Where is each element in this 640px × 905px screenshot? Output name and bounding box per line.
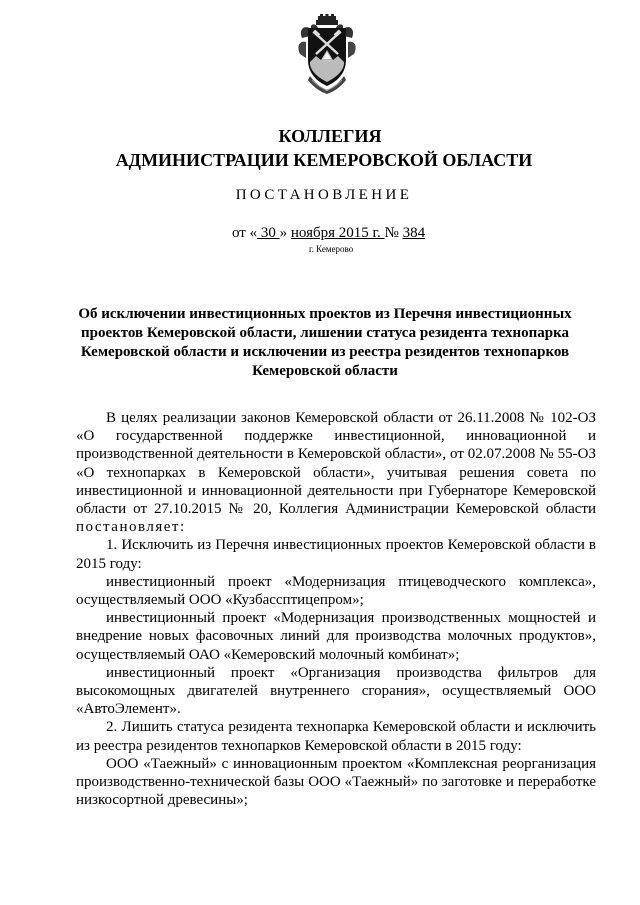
intro-text: В целях реализации законов Кемеровской области от 26.11.2008 № 102-ОЗ «О государственной поддержке инвестиционной, инновационной и производственной деятельности в Кемеровской области», от 02.07.2008 № 55-ОЗ «О технопарках в Кемеровской области», учитывая решения совета по инвестиционной и инновационной деятельности при Губернаторе Кемеровской области от 27.10.2015 № 20, Коллегия Администрации Кемеровской области [76, 410, 596, 518]
city-name: г. Кемерово [309, 244, 354, 254]
org-name-line2: АДМИНИСТРАЦИИ КЕМЕРОВСКОЙ ОБЛАСТИ [115, 150, 533, 170]
date-day: 30 [257, 225, 280, 241]
date-mid: » [279, 225, 291, 241]
document-body [76, 409, 596, 809]
item-2: 2. Лишить статуса резидента технопарка Кемеровской области и исключить из реестра резидентов технопарков Кемеровской области в 2015 году: [76, 719, 596, 754]
date-prefix: от « [232, 225, 258, 241]
document-title: Об исключении инвестиционных проектов из Перечня инвестиционных проектов Кемеровской области, лишении статуса резидента технопарка Кемеровской области и исключении из реестра резидентов технопарков Кемеровской области [78, 306, 572, 379]
date-month-year: ноября 2015 г. [290, 225, 385, 241]
item-1-project-a: инвестиционный проект «Модернизация птицеводческого комплекса», осуществляемый ООО «Кузбасcптицепром»; [76, 573, 596, 609]
intro-paragraph [76, 409, 596, 536]
item-1: 1. Исключить из Перечня инвестиционных проектов Кемеровской области в 2015 году: [76, 537, 596, 572]
decree-date-number [232, 225, 425, 242]
kemerovo-coat-of-arms-icon [296, 14, 358, 94]
org-name-line1: КОЛЛЕГИЯ [278, 126, 382, 146]
item-1-project-b: инвестиционный проект «Модернизация производственных мощностей и внедрение новых фасовочных линий для производства молочных продуктов», осуществляемый ОАО «Кемеровский молочный комбинат»; [76, 610, 596, 663]
intro-resolve-word: постановляет: [76, 519, 186, 536]
number-prefix: № [384, 225, 403, 241]
decree-number: 384 [402, 225, 426, 241]
item-2-project-a: ООО «Таежный» с инновационным проектом «Комплексная реорганизация производственно-технической базы ООО «Таежный» по заготовке и переработке низкосортной древесины»; [76, 755, 596, 809]
item-1-project-c: инвестиционный проект «Организация производства фильтров для высокомощных двигателей внутреннего сгорания», осуществляемый ООО «АвтоЭлемент». [76, 664, 596, 718]
decree-type: ПОСТАНОВЛЕНИЕ [235, 187, 413, 203]
